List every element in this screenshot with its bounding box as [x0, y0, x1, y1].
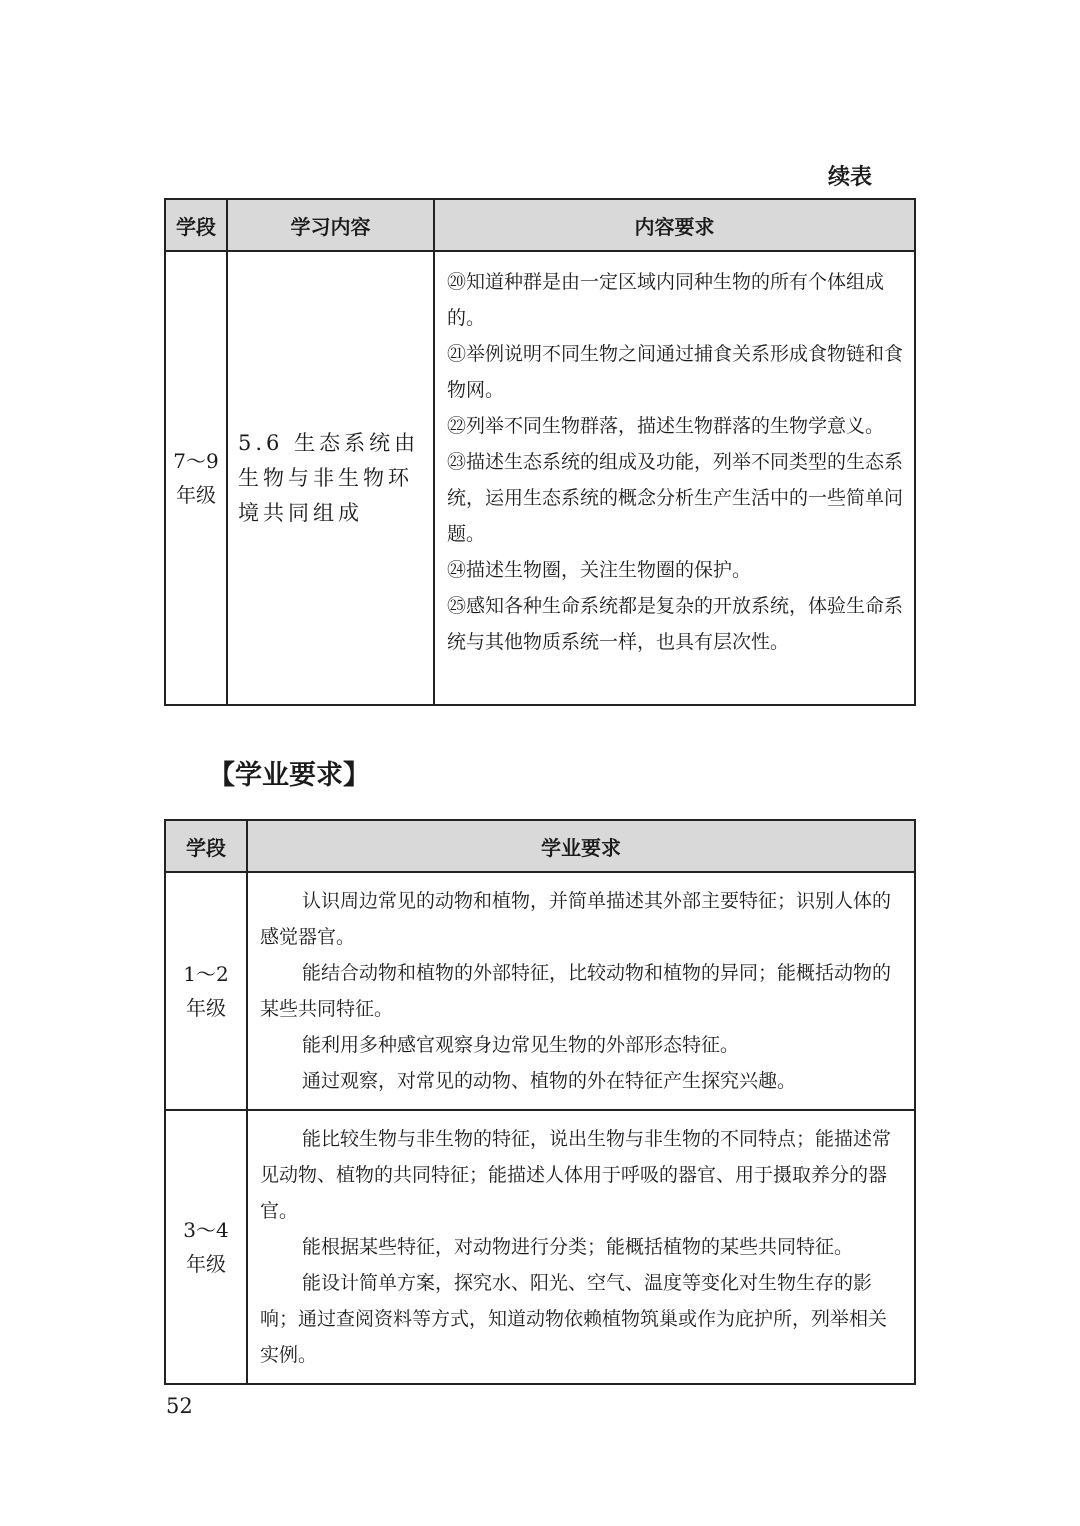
requirements-cell [434, 251, 915, 705]
achievement-paragraph: 能根据某些特征，对动物进行分类；能概括植物的某些共同特征。 [302, 1236, 854, 1258]
achievement-table [164, 819, 916, 1385]
header-stage: 学段 [165, 820, 247, 872]
requirement-item: ㉔描述生物圈，关注生物圈的保护。 [447, 559, 752, 581]
achievement-paragraph: 能设计简单方案，探究水、阳光、空气、温度等变化对生物生存的影响；通过查阅资料等方式，知道动物依赖植物筑巢或作为庇护所，列举相关实例。 [260, 1272, 888, 1366]
achievement-paragraph: 能比较生物与非生物的特征，说出生物与非生物的不同特点；能描述常见动物、植物的共同特征；能描述人体用于呼吸的器官、用于摄取养分的器官。 [260, 1128, 892, 1222]
page-number: 52 [166, 1394, 193, 1418]
content-table-header [165, 199, 915, 251]
stage-range: 7～9 [173, 449, 219, 473]
stage-cell [165, 251, 227, 705]
table-row [165, 872, 915, 1110]
stage-unit: 年级 [186, 996, 226, 1020]
achievement-cell [247, 872, 915, 1110]
requirement-item: ㉑举例说明不同生物之间通过捕食关系形成食物链和食物网。 [447, 343, 904, 401]
stage-cell [165, 1110, 247, 1384]
requirement-item: ㉒列举不同生物群落，描述生物群落的生物学意义。 [447, 415, 885, 437]
stage-unit: 年级 [176, 483, 216, 507]
table-row [165, 1110, 915, 1384]
section-title: 【学业要求】 [208, 760, 370, 791]
header-content-requirements: 内容要求 [434, 199, 915, 251]
header-learning-content: 学习内容 [227, 199, 434, 251]
achievement-cell [247, 1110, 915, 1384]
continued-label: 续表 [828, 165, 873, 190]
header-stage: 学段 [165, 199, 227, 251]
achievement-paragraph: 认识周边常见的动物和植物，并简单描述其外部主要特征；识别人体的感觉器官。 [260, 890, 892, 948]
header-achievement-requirements: 学业要求 [247, 820, 915, 872]
stage-unit: 年级 [186, 1252, 226, 1276]
stage-cell [165, 872, 247, 1110]
achievement-paragraph: 能结合动物和植物的外部特征，比较动物和植物的异同；能概括动物的某些共同特征。 [260, 962, 892, 1020]
achievement-table-header [165, 820, 915, 872]
requirement-item: ㉓描述生态系统的组成及功能，列举不同类型的生态系统，运用生态系统的概念分析生产生活中的一些简单问题。 [447, 451, 904, 545]
stage-range: 1～2 [183, 962, 229, 986]
requirement-item: ㉕感知各种生命系统都是复杂的开放系统，体验生命系统与其他物质系统一样，也具有层次性。 [447, 595, 904, 653]
learning-content-cell: 5.6 生态系统由生物与非生物环境共同组成 [227, 251, 434, 705]
table-row [165, 251, 915, 705]
requirement-item: ⑳知道种群是由一定区域内同种生物的所有个体组成的。 [447, 271, 885, 329]
content-table [164, 198, 916, 706]
achievement-paragraph: 通过观察，对常见的动物、植物的外在特征产生探究兴趣。 [302, 1070, 797, 1092]
achievement-paragraph: 能利用多种感官观察身边常见生物的外部形态特征。 [302, 1034, 740, 1056]
stage-range: 3～4 [183, 1218, 229, 1242]
